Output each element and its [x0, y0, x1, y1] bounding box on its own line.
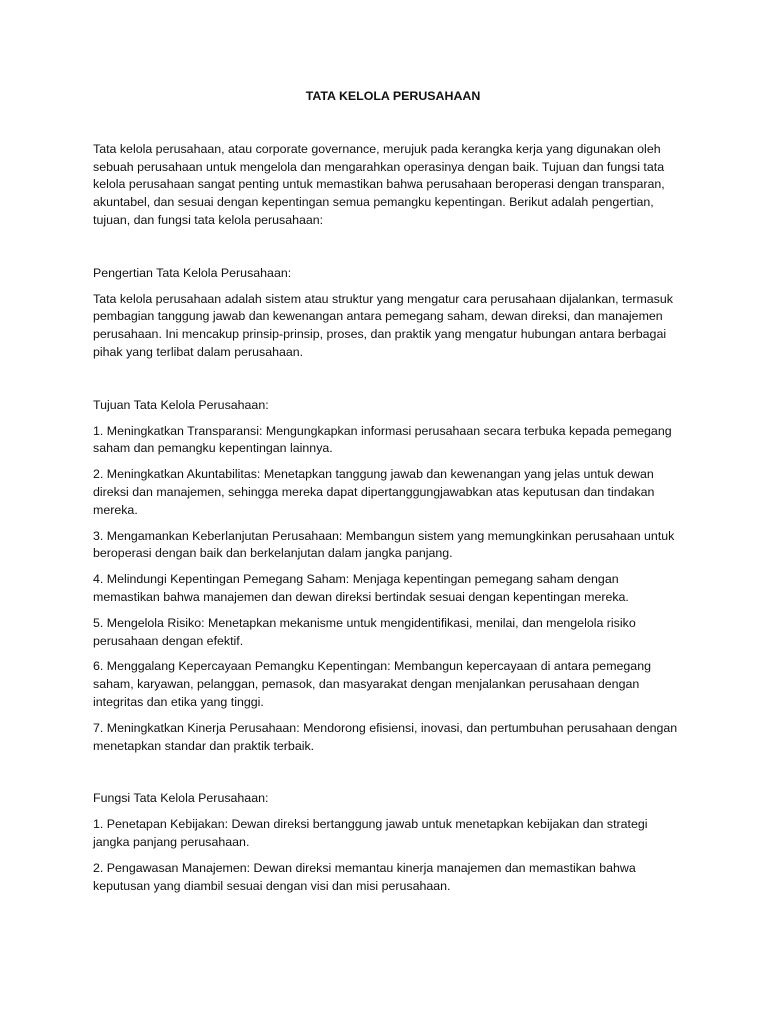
- tujuan-list: [93, 423, 683, 756]
- tujuan-item: 6. Menggalang Kepercayaan Pemangku Kepentingan: Membangun kepercayaan di antara pemegang saham, karyawan, pelanggan, pemasok, dan masyarakat dengan menjalankan perusahaan dengan integritas dan etika yang tinggi.: [93, 659, 651, 709]
- fungsi-item: 2. Pengawasan Manajemen: Dewan direksi memantau kinerja manajemen dan memastikan bahwa keputusan yang diambil sesuai dengan visi dan misi perusahaan.: [93, 860, 636, 893]
- tujuan-item: 3. Mengamankan Keberlanjutan Perusahaan: Membangun sistem yang memungkinkan perusahaan untuk beroperasi dengan baik dan berkelanjutan dalam jangka panjang.: [93, 528, 675, 561]
- tujuan-item: 7. Meningkatkan Kinerja Perusahaan: Mendorong efisiensi, inovasi, dan pertumbuhan perusahaan dengan menetapkan standar dan praktik terbaik.: [93, 720, 678, 753]
- document-title: TATA KELOLA PERUSAHAAN: [305, 89, 481, 103]
- tujuan-item: 1. Meningkatkan Transparansi: Mengungkapkan informasi perusahaan secara terbuka kepada pemegang saham dan pemangku kepentingan lainnya.: [93, 423, 672, 456]
- tujuan-heading: Tujuan Tata Kelola Perusahaan:: [93, 397, 269, 412]
- pengertian-paragraph: Tata kelola perusahaan adalah sistem atau struktur yang mengatur cara perusahaan dijalankan, termasuk pembagian tanggung jawab dan kewenangan antara pemegang saham, dewan direksi, dan manajemen perusahaan. Ini mencakup prinsip-prinsip, proses, dan praktik yang mengatur hubungan antara berbagai pihak yang terlibat dalam perusahaan.: [93, 291, 673, 359]
- tujuan-item: 2. Meningkatkan Akuntabilitas: Menetapkan tanggung jawab dan kewenangan yang jelas untuk dewan direksi dan manajemen, sehingga mereka dapat dipertanggungjawabkan atas keputusan dan tindakan mereka.: [93, 467, 655, 517]
- fungsi-item: 1. Penetapan Kebijakan: Dewan direksi bertanggung jawab untuk menetapkan kebijakan dan strategi jangka panjang perusahaan.: [93, 817, 648, 849]
- document-content: [93, 88, 683, 903]
- tujuan-item: 5. Mengelola Risiko: Menetapkan mekanisme untuk mengidentifikasi, menilai, dan mengelola risiko perusahaan dengan efektif.: [93, 615, 636, 648]
- tujuan-item: 4. Melindungi Kepentingan Pemegang Saham: Menjaga kepentingan pemegang saham dengan memastikan bahwa manajemen dan dewan direksi bertindak sesuai dengan kepentingan mereka.: [93, 572, 629, 604]
- intro-paragraph: Tata kelola perusahaan, atau corporate governance, merujuk pada kerangka kerja yang digunakan oleh sebuah perusahaan untuk mengelola dan mengarahkan operasinya dengan baik. Tujuan dan fungsi tata kelola perusahaan sangat penting untuk memastikan bahwa perusahaan beroperasi dengan transparan, akuntabel, dan sesuai dengan kepentingan semua pemangku kepentingan. Berikut adalah pengertian, tujuan, dan fungsi tata kelola perusahaan:: [93, 141, 665, 227]
- fungsi-list: [93, 816, 683, 895]
- fungsi-heading: Fungsi Tata Kelola Perusahaan:: [93, 791, 269, 806]
- pengertian-heading: Pengertian Tata Kelola Perusahaan:: [93, 265, 292, 280]
